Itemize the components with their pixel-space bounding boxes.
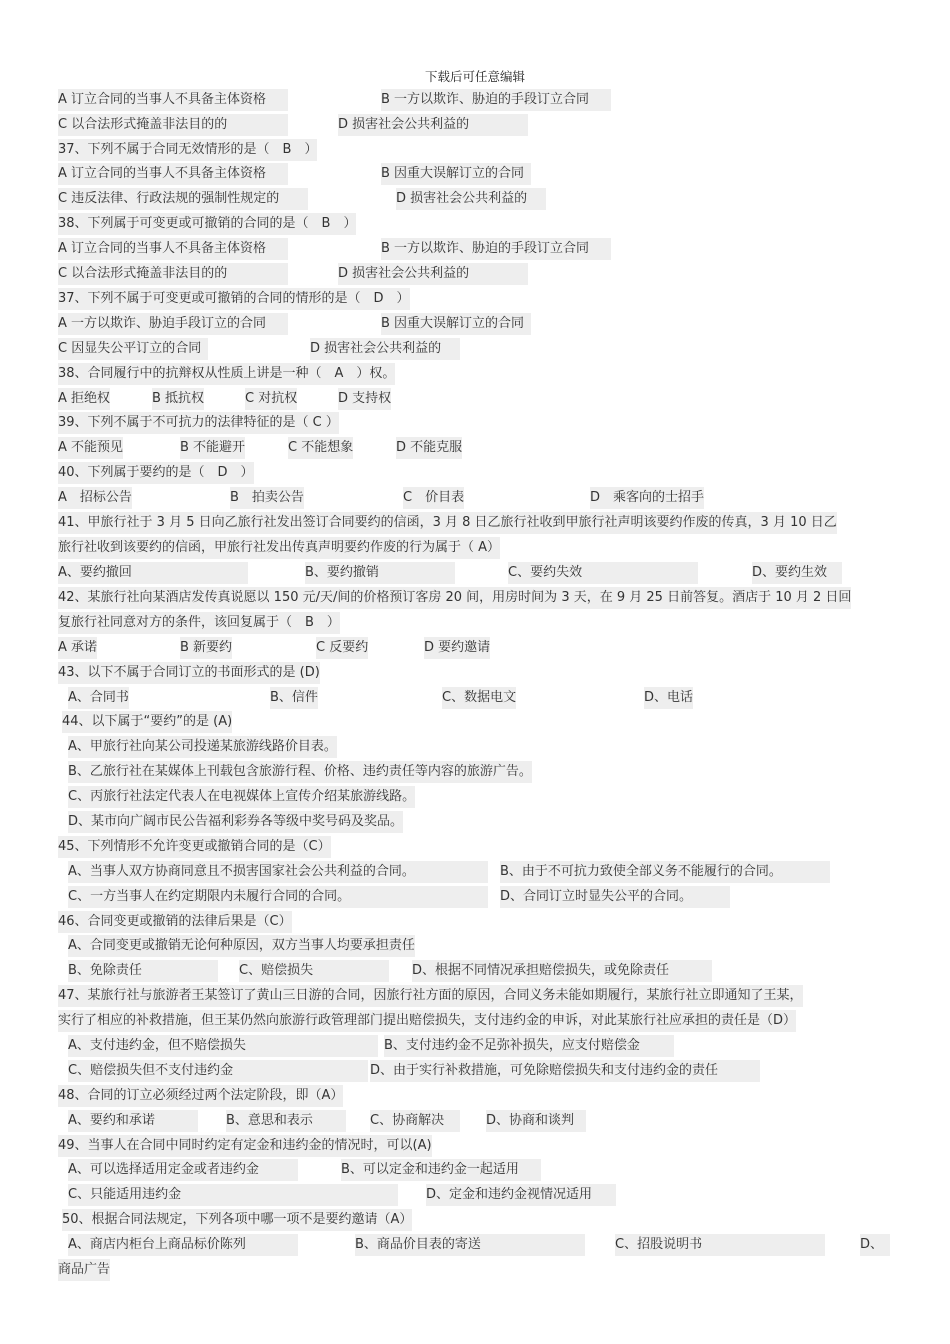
- option-text: A、支付违约金，但不赔偿损失: [68, 1035, 378, 1057]
- question-text: 37、下列不属于可变更或可撤销的合同的情形的是（ D ）: [58, 288, 410, 310]
- option-text: B 新要约: [180, 637, 232, 659]
- question-text: A、甲旅行社向某公司投递某旅游线路价目表。: [68, 736, 337, 758]
- document-line: [58, 985, 884, 1007]
- option-text: D、: [860, 1234, 890, 1256]
- option-text: D 乘客向的士招手: [590, 487, 704, 509]
- question-text: 41、甲旅行社于 3 月 5 日向乙旅行社发出签订合同要约的信函，3 月 8 日乙旅行社收到甲旅行社声明该要约作废的传真，3 月 10 日乙: [58, 512, 837, 534]
- document-line: [58, 512, 884, 534]
- question-text: 旅行社收到该要约的信函，甲旅行社发出传真声明要约作废的行为属于（ A）: [58, 537, 500, 559]
- option-text: A、合同书: [68, 687, 129, 709]
- question-text: 38、合同履行中的抗辩权从性质上讲是一种（ A ）权。: [58, 363, 395, 385]
- option-text: C 不能想象: [288, 437, 353, 459]
- question-text: B、乙旅行社在某媒体上刊载包含旅游行程、价格、违约责任等内容的旅游广告。: [68, 761, 532, 783]
- option-text: D 支持权: [338, 388, 391, 410]
- option-text: C、一方当事人在约定期限内未履行合同的合同。: [68, 886, 488, 908]
- option-text: B、商品价目表的寄送: [355, 1234, 585, 1256]
- option-text: B 不能避开: [180, 437, 245, 459]
- option-text: B、免除责任: [68, 960, 218, 982]
- option-text: B 因重大误解订立的合同: [381, 163, 531, 185]
- option-text: C 因显失公平订立的合同: [58, 338, 208, 360]
- document-line: [58, 587, 884, 609]
- option-text: A 拒绝权: [58, 388, 110, 410]
- option-text: B 一方以欺诈、胁迫的手段订立合同: [381, 238, 611, 260]
- option-text: A、要约撤回: [58, 562, 248, 584]
- option-text: A 订立合同的当事人不具备主体资格: [58, 89, 288, 111]
- option-text: A 招标公告: [58, 487, 132, 509]
- option-text: A 一方以欺诈、胁迫手段订立的合同: [58, 313, 288, 335]
- option-text: C 价目表: [403, 487, 464, 509]
- question-text: 复旅行社同意对方的条件，该回复属于（ B ）: [58, 612, 340, 634]
- option-text: C 反要约: [316, 637, 368, 659]
- question-text: 47、某旅行社与旅游者王某签订了黄山三日游的合同，因旅行社方面的原因，合同义务未能如期履行，某旅行社立即通知了王某，: [58, 985, 803, 1007]
- question-text: 37、下列不属于合同无效情形的是（ B ）: [58, 139, 317, 161]
- question-text: 48、合同的订立必须经过两个法定阶段，即（A）: [58, 1085, 343, 1107]
- option-text: B、支付违约金不足弥补损失，应支付赔偿金: [384, 1035, 674, 1057]
- option-text: A 不能预见: [58, 437, 123, 459]
- question-text: A、合同变更或撤销无论何种原因，双方当事人均要承担责任: [68, 935, 415, 957]
- option-text: D、合同订立时显失公平的合同。: [500, 886, 730, 908]
- option-text: C 对抗权: [245, 388, 297, 410]
- option-text: A、商店内柜台上商品标价陈列: [68, 1234, 298, 1256]
- option-text: B、意思和表示: [226, 1110, 346, 1132]
- question-text: 42、某旅行社向某酒店发传真说愿以 150 元/天/间的价格预订客房 20 间，用房时间为 3 天，在 9 月 25 日前答复。酒店于 10 月 2 日回: [58, 587, 851, 609]
- option-text: A、要约和承诺: [68, 1110, 198, 1132]
- option-text: D 损害社会公共利益的: [396, 188, 546, 210]
- option-text: B 因重大误解订立的合同: [381, 313, 531, 335]
- question-text: 49、当事人在合同中同时约定有定金和违约金的情况时，可以(A): [58, 1135, 432, 1157]
- option-text: C 违反法律、行政法规的强制性规定的: [58, 188, 308, 210]
- option-text: C、赔偿损失: [239, 960, 389, 982]
- question-text: 38、下列属于可变更或可撤销的合同的是（ B ）: [58, 213, 356, 235]
- option-text: D 不能克服: [396, 437, 462, 459]
- option-text: A、可以选择适用定金或者违约金: [68, 1159, 298, 1181]
- question-text: 44、以下属于“要约”的是 (A): [62, 711, 232, 733]
- option-text: B、由于不可抗力致使全部义务不能履行的合同。: [500, 861, 830, 883]
- option-text: B 拍卖公告: [230, 487, 304, 509]
- option-text: D 损害社会公共利益的: [338, 263, 528, 285]
- option-text: C、只能适用违约金: [68, 1184, 398, 1206]
- option-text: C、招股说明书: [615, 1234, 825, 1256]
- option-text: D 损害社会公共利益的: [310, 338, 460, 360]
- option-text: B、信件: [270, 687, 318, 709]
- option-text: B、可以定金和违约金一起适用: [341, 1159, 541, 1181]
- option-text: A 订立合同的当事人不具备主体资格: [58, 238, 288, 260]
- question-text: C、丙旅行社法定代表人在电视媒体上宣传介绍某旅游线路。: [68, 786, 415, 808]
- question-text: 43、以下不属于合同订立的书面形式的是 (D): [58, 662, 320, 684]
- option-text: D、要约生效: [752, 562, 842, 584]
- option-text: D、由于实行补救措施，可免除赔偿损失和支付违约金的责任: [370, 1060, 760, 1082]
- option-text: D、定金和违约金视情况适用: [426, 1184, 616, 1206]
- option-text: C 以合法形式掩盖非法目的的: [58, 263, 288, 285]
- question-text: 39、下列不属于不可抗力的法律特征的是（ C ）: [58, 412, 339, 434]
- option-text: B 抵抗权: [152, 388, 204, 410]
- option-text: D 要约邀请: [424, 637, 490, 659]
- question-text: 实行了相应的补救措施，但王某仍然向旅游行政管理部门提出赔偿损失，支付违约金的申诉，对此某旅行社应承担的责任是（D）: [58, 1010, 796, 1032]
- option-text: C 以合法形式掩盖非法目的的: [58, 114, 288, 136]
- option-text: D、根据不同情况承担赔偿损失，或免除责任: [412, 960, 712, 982]
- question-text: 45、下列情形不允许变更或撤销合同的是（C）: [58, 836, 331, 858]
- question-text: D、某市向广阔市民公告福利彩券各等级中奖号码及奖品。: [68, 811, 403, 833]
- option-text: B 一方以欺诈、胁迫的手段订立合同: [381, 89, 611, 111]
- option-text: B、要约撤销: [305, 562, 455, 584]
- option-text: A 承诺: [58, 637, 97, 659]
- option-text: C、要约失效: [508, 562, 698, 584]
- option-text: D、电话: [644, 687, 693, 709]
- option-text: D、协商和谈判: [486, 1110, 586, 1132]
- question-text: 商品广告: [58, 1259, 110, 1281]
- question-text: 46、合同变更或撤销的法律后果是（C）: [58, 911, 292, 933]
- option-text: A、当事人双方协商同意且不损害国家社会公共利益的合同。: [68, 861, 488, 883]
- option-text: C、赔偿损失但不支付违约金: [68, 1060, 368, 1082]
- page-header: 下载后可任意编辑: [424, 69, 525, 84]
- option-text: C、数据电文: [442, 687, 516, 709]
- option-text: C、协商解决: [370, 1110, 460, 1132]
- question-text: 50、根据合同法规定，下列各项中哪一项不是要约邀请（A）: [62, 1209, 412, 1231]
- option-text: A 订立合同的当事人不具备主体资格: [58, 163, 288, 185]
- option-text: D 损害社会公共利益的: [338, 114, 528, 136]
- question-text: 40、下列属于要约的是（ D ）: [58, 462, 254, 484]
